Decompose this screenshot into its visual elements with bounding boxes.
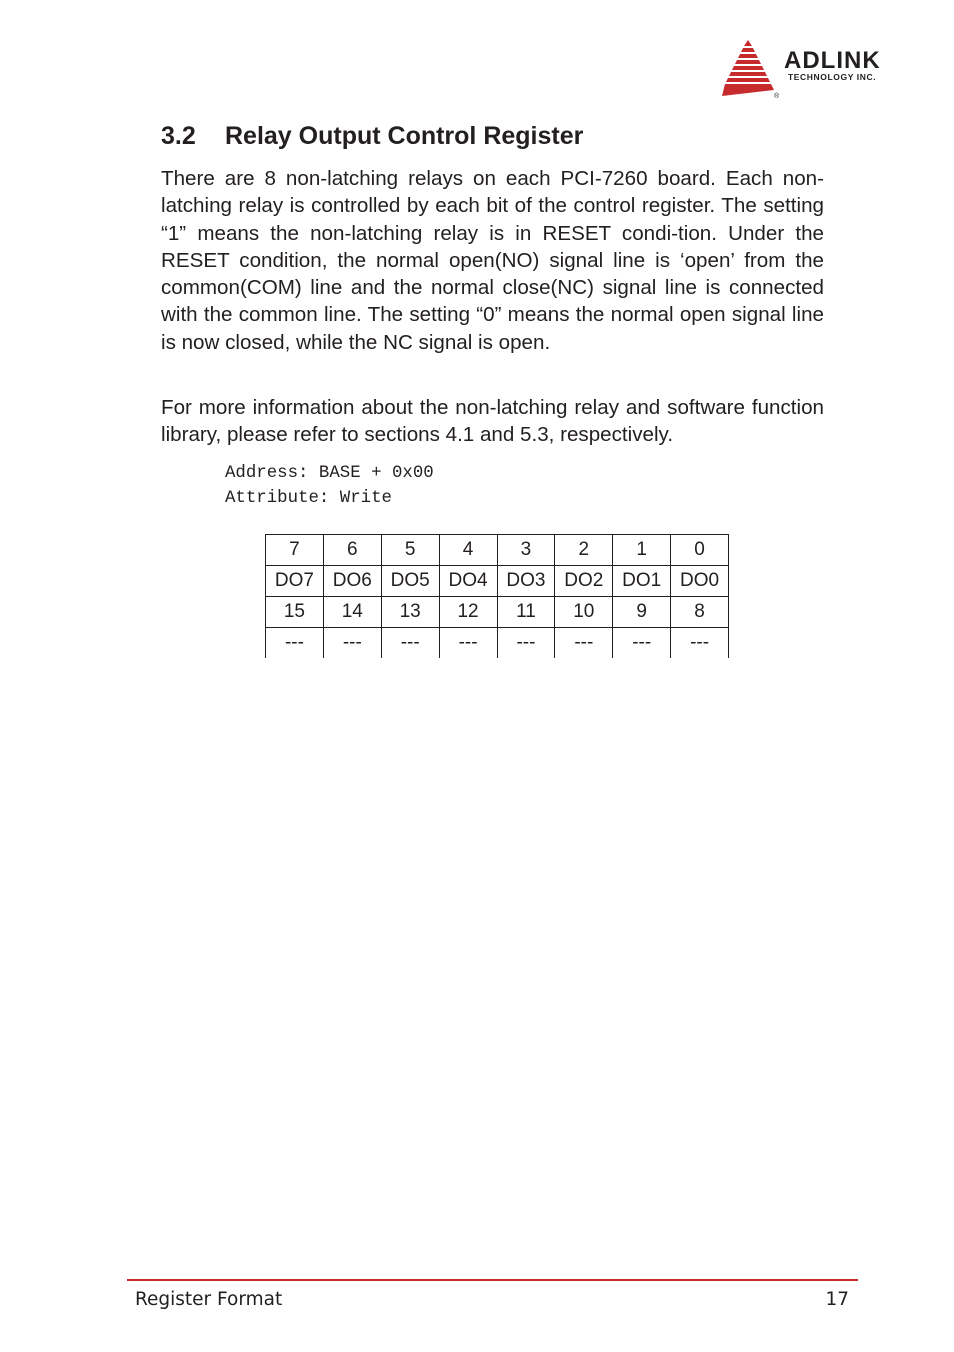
- table-cell: DO4: [439, 566, 497, 597]
- table-cell: DO0: [671, 566, 729, 597]
- logo-brand: ADLINK: [784, 47, 881, 74]
- table-cell: 11: [497, 597, 555, 628]
- adlink-logo: [722, 38, 912, 100]
- paragraph-relay-description: There are 8 non-latching relays on each PCI-7260 board. Each non-latching relay is controlled by each bit of the control register. The setting “1” means the non-latching relay is in RESET condi-tion. Under the RESET condition, the normal open(NO) signal line is ‘open’ from the common(COM) line and the normal close(NC) signal line is connected with the common line. The setting “0” means the normal open signal line is now closed, while the NC signal is open.: [161, 167, 824, 354]
- table-cell: 15: [266, 597, 324, 628]
- table-cell: ---: [381, 628, 439, 659]
- table-row-signal-names: [266, 566, 729, 597]
- table-cell: ---: [671, 628, 729, 659]
- table-cell: DO7: [266, 566, 324, 597]
- table-cell: DO3: [497, 566, 555, 597]
- section-heading: [161, 120, 583, 152]
- logo-tagline: TECHNOLOGY INC.: [788, 72, 877, 82]
- table-cell: DO1: [613, 566, 671, 597]
- table-cell: DO5: [381, 566, 439, 597]
- table-cell: DO2: [555, 566, 613, 597]
- table-cell: 0: [671, 535, 729, 566]
- table-cell: 13: [381, 597, 439, 628]
- table-cell: 5: [381, 535, 439, 566]
- register-attribute: Attribute: Write: [225, 489, 392, 508]
- table-cell: 12: [439, 597, 497, 628]
- section-title: Relay Output Control Register: [225, 122, 584, 150]
- table-cell: 9: [613, 597, 671, 628]
- table-cell: 2: [555, 535, 613, 566]
- table-cell: ---: [323, 628, 381, 659]
- footer-chapter-title: Register Format: [135, 1289, 283, 1310]
- register-bit-table: [265, 534, 729, 658]
- table-row-unused: [266, 628, 729, 659]
- table-cell: 8: [671, 597, 729, 628]
- table-cell: 10: [555, 597, 613, 628]
- table-cell: ---: [497, 628, 555, 659]
- paragraph-more-information: For more information about the non-latching relay and software function library, please refer to sections 4.1 and 5.3, respectively.: [161, 396, 824, 447]
- register-address: Address: BASE + 0x00: [225, 464, 434, 483]
- table-cell: 1: [613, 535, 671, 566]
- table-cell: 3: [497, 535, 555, 566]
- footer-divider: [127, 1279, 858, 1281]
- logo-registered-mark: ®: [774, 93, 780, 100]
- table-cell: ---: [439, 628, 497, 659]
- table-row-bit-numbers-low: [266, 535, 729, 566]
- table-cell: ---: [613, 628, 671, 659]
- section-number: 3.2: [161, 122, 196, 150]
- table-cell: 4: [439, 535, 497, 566]
- table-cell: 7: [266, 535, 324, 566]
- table-row-bit-numbers-high: [266, 597, 729, 628]
- table-cell: 6: [323, 535, 381, 566]
- footer-page-number: 17: [825, 1289, 849, 1310]
- table-cell: DO6: [323, 566, 381, 597]
- adlink-logo-icon: [722, 38, 912, 100]
- table-cell: ---: [266, 628, 324, 659]
- table-cell: 14: [323, 597, 381, 628]
- table-cell: ---: [555, 628, 613, 659]
